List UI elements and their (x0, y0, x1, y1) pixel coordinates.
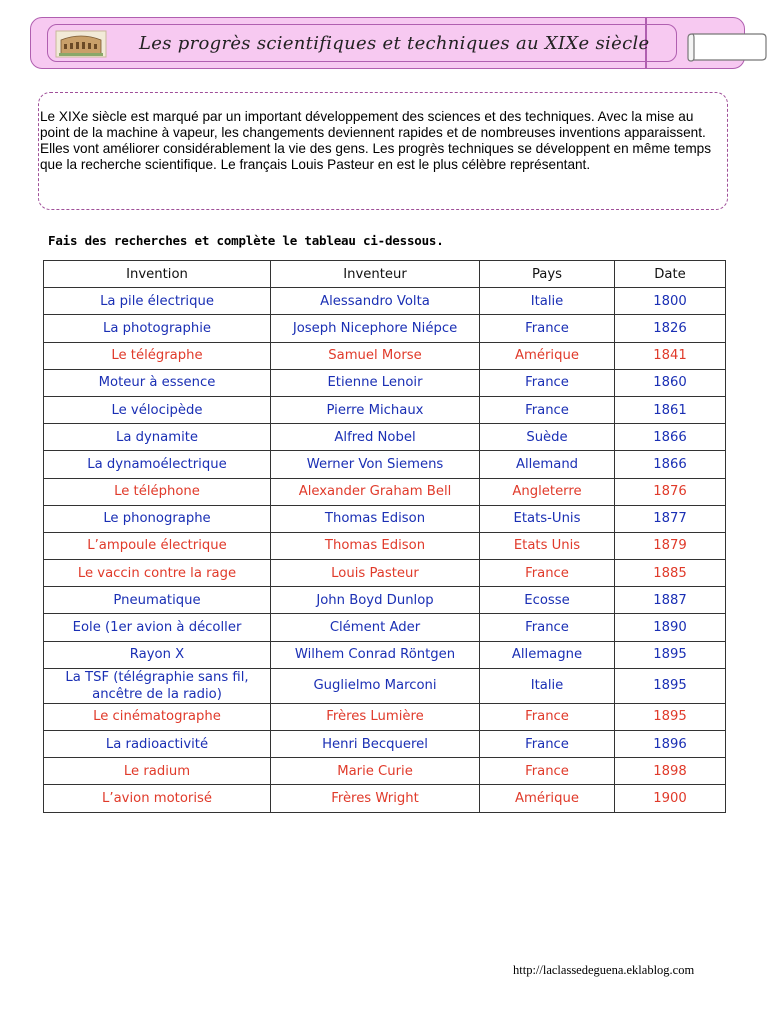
table-row (44, 288, 726, 315)
cell-invention: La photographie (44, 315, 271, 342)
cell-country: Italie (480, 288, 615, 315)
cell-country: France (480, 315, 615, 342)
cell-country: Suède (480, 424, 615, 451)
cell-invention: La radioactivité (44, 731, 271, 758)
table-row (44, 369, 726, 396)
cell-date: 1861 (615, 396, 726, 423)
cell-inventor: Marie Curie (271, 758, 480, 785)
cell-country: Allemagne (480, 641, 615, 668)
cell-invention: L’avion motorisé (44, 785, 271, 812)
cell-invention: La TSF (télégraphie sans fil, ancêtre de la radio) (44, 668, 271, 703)
table-row (44, 731, 726, 758)
cell-invention: Le téléphone (44, 478, 271, 505)
table-header-row (44, 261, 726, 288)
cell-date: 1900 (615, 785, 726, 812)
footer-url: http://laclassedeguena.eklablog.com (513, 963, 695, 977)
cell-inventor: Samuel Morse (271, 342, 480, 369)
cell-invention: L’ampoule électrique (44, 532, 271, 559)
cell-invention: La dynamite (44, 424, 271, 451)
cell-invention: Le radium (44, 758, 271, 785)
table-row (44, 703, 726, 730)
cell-country: Amérique (480, 785, 615, 812)
cell-date: 1895 (615, 641, 726, 668)
page-title: Les progrès scientifiques et techniques au XIXe siècle (139, 33, 650, 54)
cell-inventor: Alfred Nobel (271, 424, 480, 451)
table-row (44, 668, 726, 703)
cell-inventor: Frères Wright (271, 785, 480, 812)
cell-invention: Moteur à essence (44, 369, 271, 396)
cell-date: 1877 (615, 505, 726, 532)
table-row (44, 560, 726, 587)
table-row (44, 641, 726, 668)
header-invention: Invention (44, 261, 271, 288)
cell-invention: Le télégraphe (44, 342, 271, 369)
cell-date: 1898 (615, 758, 726, 785)
cell-invention: Eole (1er avion à décoller (44, 614, 271, 641)
cell-country: Italie (480, 668, 615, 703)
colosseum-icon (55, 30, 107, 58)
cell-invention: Le phonographe (44, 505, 271, 532)
cell-invention: Pneumatique (44, 587, 271, 614)
cell-inventor: Wilhem Conrad Röntgen (271, 641, 480, 668)
cell-country: France (480, 731, 615, 758)
table-row (44, 758, 726, 785)
cell-inventor: John Boyd Dunlop (271, 587, 480, 614)
table-body (44, 288, 726, 812)
cell-date: 1876 (615, 478, 726, 505)
cell-country: Ecosse (480, 587, 615, 614)
cell-inventor: Pierre Michaux (271, 396, 480, 423)
inventions-table (43, 260, 726, 813)
table-row (44, 396, 726, 423)
cell-country: Allemand (480, 451, 615, 478)
cell-inventor: Alessandro Volta (271, 288, 480, 315)
cell-country: Amérique (480, 342, 615, 369)
table-row (44, 505, 726, 532)
cell-date: 1895 (615, 668, 726, 703)
cell-country: Angleterre (480, 478, 615, 505)
cell-inventor: Joseph Nicephore Niépce (271, 315, 480, 342)
header-banner (30, 17, 745, 69)
table-row (44, 532, 726, 559)
cell-date: 1800 (615, 288, 726, 315)
cell-country: France (480, 396, 615, 423)
cell-invention: Le vaccin contre la rage (44, 560, 271, 587)
cell-inventor: Henri Becquerel (271, 731, 480, 758)
cell-country: France (480, 703, 615, 730)
table-row (44, 342, 726, 369)
cell-inventor: Etienne Lenoir (271, 369, 480, 396)
cell-date: 1866 (615, 451, 726, 478)
instruction: Fais des recherches et complète le tableau ci-dessous. (48, 233, 444, 248)
cell-date: 1890 (615, 614, 726, 641)
cell-date: 1896 (615, 731, 726, 758)
table-row (44, 587, 726, 614)
cell-invention: Le vélocipède (44, 396, 271, 423)
cell-date: 1887 (615, 587, 726, 614)
table-row (44, 424, 726, 451)
table-row (44, 478, 726, 505)
cell-country: Etats Unis (480, 532, 615, 559)
cell-date: 1860 (615, 369, 726, 396)
table-row (44, 451, 726, 478)
cell-inventor: Thomas Edison (271, 505, 480, 532)
cell-inventor: Thomas Edison (271, 532, 480, 559)
cell-date: 1885 (615, 560, 726, 587)
cell-date: 1895 (615, 703, 726, 730)
table-row (44, 785, 726, 812)
scroll-icon (684, 30, 768, 62)
cell-country: France (480, 758, 615, 785)
cell-inventor: Clément Ader (271, 614, 480, 641)
cell-country: France (480, 560, 615, 587)
cell-date: 1841 (615, 342, 726, 369)
cell-date: 1866 (615, 424, 726, 451)
cell-date: 1826 (615, 315, 726, 342)
cell-country: Etats-Unis (480, 505, 615, 532)
cell-inventor: Werner Von Siemens (271, 451, 480, 478)
cell-country: France (480, 614, 615, 641)
cell-invention: Le cinématographe (44, 703, 271, 730)
cell-inventor: Louis Pasteur (271, 560, 480, 587)
table-row (44, 315, 726, 342)
intro-text: Le XIXe siècle est marqué par un important développement des sciences et des techniques. Avec la mise au point de la machine à vapeur, les changements deviennent rapides et de nombreuses inventions apparaissent. Elles vont améliorer considérablement la vie des gens. Les progrès techniques se développent en même temps que la recherche scientifique. Le français Louis Pasteur en est le plus célèbre représentant. (40, 109, 711, 172)
cell-date: 1879 (615, 532, 726, 559)
cell-invention: Rayon X (44, 641, 271, 668)
cell-inventor: Alexander Graham Bell (271, 478, 480, 505)
cell-invention: La pile électrique (44, 288, 271, 315)
table-row (44, 614, 726, 641)
cell-inventor: Frères Lumière (271, 703, 480, 730)
cell-invention: La dynamoélectrique (44, 451, 271, 478)
header-inventor: Inventeur (271, 261, 480, 288)
cell-country: France (480, 369, 615, 396)
header-date: Date (615, 261, 726, 288)
cell-inventor: Guglielmo Marconi (271, 668, 480, 703)
header-country: Pays (480, 261, 615, 288)
